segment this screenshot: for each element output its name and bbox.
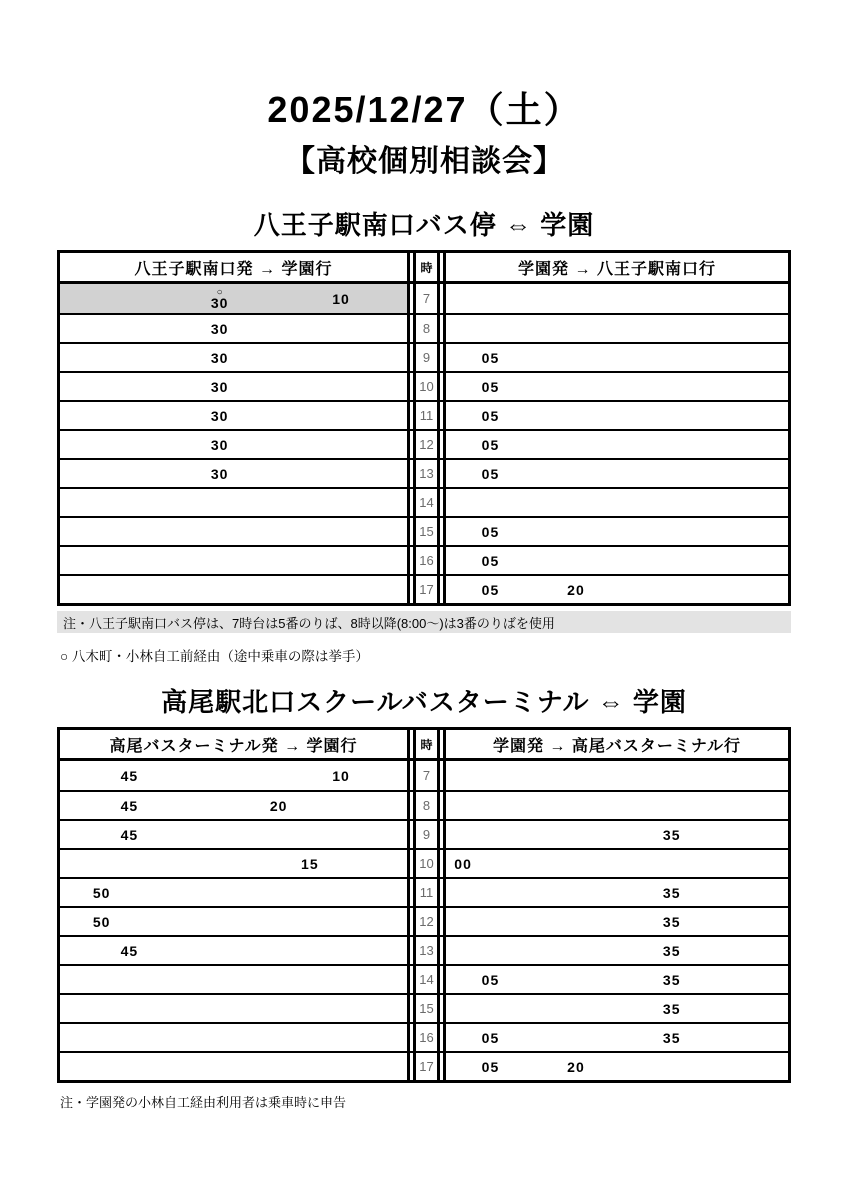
departures-outbound-cell (60, 315, 410, 342)
departures-return-cell (443, 373, 788, 400)
hour-cell: 13 (413, 460, 440, 487)
note-boarding-declaration: 注・学園発の小林自工経由利用者は乗車時に申告 (60, 1095, 347, 1110)
departures-return-cell (443, 518, 788, 545)
departures-return-cell (443, 576, 788, 603)
departures-outbound-cell (60, 966, 410, 993)
hour-cell: 9 (413, 344, 440, 371)
departures-outbound-cell (60, 402, 410, 429)
departure-minute: 30 (210, 378, 229, 395)
departures-return-cell (443, 402, 788, 429)
departure-minute: 05 (481, 523, 500, 540)
timetable-hachioji (57, 250, 791, 606)
departures-return-cell (443, 431, 788, 458)
departure-minute: 20 (269, 797, 288, 814)
hour-cell: 14 (413, 489, 440, 516)
departure-minute (211, 288, 229, 310)
departures-outbound-cell (60, 284, 410, 313)
departures-return-cell (443, 284, 788, 313)
header-outbound-label: 八王子駅南口発 → 学園行 (60, 253, 410, 281)
header-hour-label: 時 (413, 253, 440, 281)
departures-return-cell (443, 315, 788, 342)
departures-return-cell (443, 547, 788, 574)
hour-cell: 8 (413, 792, 440, 819)
departures-return-cell (443, 908, 788, 935)
departures-outbound-cell (60, 547, 410, 574)
departures-outbound-cell (60, 460, 410, 487)
departures-return-cell (443, 879, 788, 906)
departure-minute: 30 (210, 407, 229, 424)
hour-cell: 7 (413, 761, 440, 790)
timetable-row-hour-15 (60, 516, 788, 545)
timetable-row-hour-17 (60, 574, 788, 603)
departures-outbound-cell (60, 518, 410, 545)
timetable-row-hour-8 (60, 790, 788, 819)
departures-outbound-cell (60, 373, 410, 400)
departures-return-cell (443, 460, 788, 487)
departures-outbound-cell (60, 431, 410, 458)
departures-outbound-cell (60, 908, 410, 935)
departure-minute: 05 (481, 465, 500, 482)
departures-return-cell (443, 966, 788, 993)
hour-cell: 15 (413, 995, 440, 1022)
section-title-takao: 高尾駅北口スクールバスターミナル ⇔ 学園 (161, 687, 687, 717)
departures-outbound-cell (60, 576, 410, 603)
departure-minute: 45 (120, 767, 139, 784)
departure-minute: 35 (662, 913, 681, 930)
hour-cell: 17 (413, 576, 440, 603)
timetable-row-hour-7 (60, 284, 788, 313)
timetable-row-hour-17 (60, 1051, 788, 1080)
departure-minute: 45 (120, 942, 139, 959)
hour-cell: 16 (413, 547, 440, 574)
departure-minute: 05 (481, 1029, 500, 1046)
departures-outbound-cell (60, 1053, 410, 1080)
departures-return-cell (443, 1053, 788, 1080)
departure-minute: 20 (567, 581, 585, 598)
timetable-body (60, 284, 788, 603)
hour-cell: 16 (413, 1024, 440, 1051)
timetable-row-hour-13 (60, 935, 788, 964)
timetable-row-hour-16 (60, 545, 788, 574)
timetable-row-hour-8 (60, 313, 788, 342)
timetable-row-hour-11 (60, 877, 788, 906)
timetable-row-hour-15 (60, 993, 788, 1022)
departures-return-cell (443, 489, 788, 516)
header-outbound-label: 高尾バスターミナル発 → 学園行 (60, 730, 410, 758)
timetable-row-hour-14 (60, 487, 788, 516)
timetable-row-hour-7 (60, 761, 788, 790)
departures-outbound-cell (60, 489, 410, 516)
hour-cell: 11 (413, 402, 440, 429)
departure-minute: 35 (662, 942, 681, 959)
note-via-route: ○ 八木町・小林自工前経由（途中乗車の際は挙手） (60, 649, 369, 664)
departures-outbound-cell (60, 344, 410, 371)
departures-return-cell (443, 1024, 788, 1051)
hour-cell: 17 (413, 1053, 440, 1080)
hour-cell: 15 (413, 518, 440, 545)
departure-minute: 05 (481, 378, 500, 395)
departures-return-cell (443, 761, 788, 790)
departures-outbound-cell (60, 821, 410, 848)
note-platform-usage: 注・八王子駅南口バス停は、7時台は5番のりば、8時以降(8:00～)は3番のりばを使用 (57, 611, 791, 633)
timetable-row-hour-14 (60, 964, 788, 993)
departures-return-cell (443, 344, 788, 371)
departure-minute: 35 (662, 1029, 681, 1046)
hour-cell: 13 (413, 937, 440, 964)
timetable-row-hour-9 (60, 819, 788, 848)
departure-minute: 05 (481, 552, 500, 569)
departures-return-cell (443, 850, 788, 877)
departure-minute: 35 (662, 826, 681, 843)
hour-cell: 10 (413, 850, 440, 877)
departure-minute: 35 (662, 884, 681, 901)
departures-return-cell (443, 792, 788, 819)
hour-cell: 11 (413, 879, 440, 906)
departures-return-cell (443, 937, 788, 964)
hour-cell: 12 (413, 908, 440, 935)
hour-cell: 10 (413, 373, 440, 400)
timetable-body (60, 761, 788, 1080)
timetable-row-hour-16 (60, 1022, 788, 1051)
timetable-row-hour-11 (60, 400, 788, 429)
departure-minute: 10 (332, 290, 350, 307)
departures-outbound-cell (60, 937, 410, 964)
timetable-takao (57, 727, 791, 1083)
departure-minute: 30 (210, 465, 229, 482)
timetable-header (60, 253, 788, 284)
departure-minute: 05 (481, 349, 500, 366)
hour-cell: 9 (413, 821, 440, 848)
departure-minute: 45 (120, 797, 139, 814)
departure-minute: 15 (301, 855, 319, 872)
departure-minute: 45 (120, 826, 139, 843)
departures-outbound-cell (60, 850, 410, 877)
hour-cell: 12 (413, 431, 440, 458)
departures-outbound-cell (60, 879, 410, 906)
timetable-row-hour-10 (60, 848, 788, 877)
timetable-header (60, 730, 788, 761)
departure-minute: 05 (481, 581, 500, 598)
hour-cell: 7 (413, 284, 440, 313)
departure-minute: 20 (567, 1058, 585, 1075)
page-event-title: 【高校個別相談会】 (285, 145, 564, 178)
timetable-row-hour-10 (60, 371, 788, 400)
page-date-title: 2025/12/27（土） (267, 89, 582, 130)
departure-minute: 50 (92, 913, 111, 930)
header-return-label: 学園発 → 八王子駅南口行 (443, 253, 788, 281)
departure-minute: 35 (662, 1000, 681, 1017)
timetable-row-hour-12 (60, 906, 788, 935)
timetable-row-hour-13 (60, 458, 788, 487)
departure-minute: 30 (210, 436, 229, 453)
departure-minute: 05 (481, 1058, 500, 1075)
via-route-mark: ○ (216, 286, 223, 298)
departure-minute-text: 30 (210, 294, 229, 311)
section-title-hachioji: 八王子駅南口バス停 ⇔ 学園 (253, 210, 595, 240)
hour-cell: 8 (413, 315, 440, 342)
departures-return-cell (443, 995, 788, 1022)
header-return-label: 学園発 → 高尾バスターミナル行 (443, 730, 788, 758)
departure-minute: 00 (454, 855, 472, 872)
hour-cell: 14 (413, 966, 440, 993)
departure-minute: 05 (481, 436, 500, 453)
departure-minute: 35 (662, 971, 681, 988)
timetable-row-hour-12 (60, 429, 788, 458)
departure-minute: 30 (210, 320, 229, 337)
departure-minute: 50 (92, 884, 111, 901)
departures-outbound-cell (60, 1024, 410, 1051)
timetable-row-hour-9 (60, 342, 788, 371)
departure-minute: 05 (481, 971, 500, 988)
departure-minute: 30 (210, 349, 229, 366)
departures-return-cell (443, 821, 788, 848)
departure-minute: 05 (481, 407, 500, 424)
departures-outbound-cell (60, 995, 410, 1022)
departures-outbound-cell (60, 761, 410, 790)
departure-minute: 10 (332, 767, 350, 784)
departures-outbound-cell (60, 792, 410, 819)
header-hour-label: 時 (413, 730, 440, 758)
